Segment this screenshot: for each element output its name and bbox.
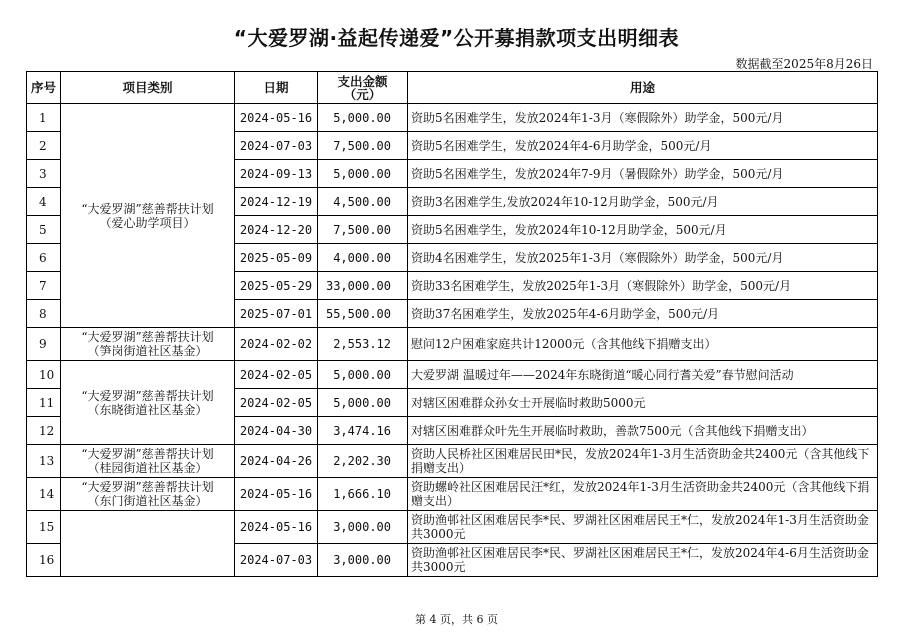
row-seq: 4 <box>27 188 61 216</box>
category-line: “大爱罗湖”慈善帮扶计划 <box>81 330 214 344</box>
row-purpose: 资助5名困难学生，发放2024年7-9月（暑假除外）助学金，500元/月 <box>408 160 878 188</box>
row-purpose: 资助4名困难学生，发放2025年1-3月（寒假除外）助学金，500元/月 <box>408 244 878 272</box>
page-footer: 第 4 页，共 6 页 <box>415 613 498 626</box>
row-purpose: 资助螺岭社区困难居民汪*红，发放2024年1-3月生活资助金共2400元（含其他线下捐赠支出） <box>408 478 878 511</box>
row-seq: 12 <box>27 417 61 445</box>
row-seq: 14 <box>27 478 61 511</box>
category-line: （东门街道社区基金） <box>87 494 208 508</box>
category-line: （爱心助学项目） <box>99 215 196 230</box>
row-date: 2024-07-03 <box>235 132 318 160</box>
row-seq: 16 <box>27 544 61 577</box>
row-purpose: 慰问12户困难家庭共计12000元（含其他线下捐赠支出） <box>408 328 878 361</box>
row-purpose: 大爱罗湖 温暖过年——2024年东晓街道“暖心同行耆关爱”春节慰问活动 <box>408 361 878 389</box>
table-row <box>27 104 878 132</box>
row-amount: 5,000.00 <box>318 160 408 188</box>
category-line: （桂园街道社区基金） <box>87 461 208 475</box>
category-line: “大爱罗湖”慈善帮扶计划 <box>81 447 214 461</box>
row-amount: 4,500.00 <box>318 188 408 216</box>
category-cell <box>61 511 235 577</box>
row-purpose: 资助渔邨社区困难居民李*民、罗湖社区困难居民王*仁，发放2024年1-3月生活资助金共3000元 <box>408 511 878 544</box>
row-seq: 11 <box>27 389 61 417</box>
row-date: 2024-05-16 <box>235 511 318 544</box>
row-purpose: 资助5名困难学生，发放2024年10-12月助学金，500元/月 <box>408 216 878 244</box>
expense-table <box>26 71 878 577</box>
row-amount: 33,000.00 <box>318 272 408 300</box>
header-amount: 支出金额 （元） <box>318 72 408 104</box>
row-amount: 3,000.00 <box>318 544 408 577</box>
row-date: 2024-05-16 <box>235 478 318 511</box>
row-date: 2025-05-09 <box>235 244 318 272</box>
row-amount: 3,000.00 <box>318 511 408 544</box>
row-amount: 7,500.00 <box>318 216 408 244</box>
row-seq: 7 <box>27 272 61 300</box>
table-row <box>27 511 878 544</box>
row-date: 2024-02-05 <box>235 389 318 417</box>
category-line: （东晓街道社区基金） <box>87 402 208 417</box>
row-purpose: 资助33名困难学生，发放2025年1-3月（寒假除外）助学金，500元/月 <box>408 272 878 300</box>
document-title: “大爱罗湖·益起传递爱”公开募捐款项支出明细表 <box>233 26 680 50</box>
data-as-of-date: 数据截至2025年8月26日 <box>735 57 873 71</box>
row-date: 2024-12-19 <box>235 188 318 216</box>
category-line: “大爱罗湖”慈善帮扶计划 <box>81 480 214 494</box>
header-purpose: 用途 <box>408 72 878 104</box>
row-amount: 4,000.00 <box>318 244 408 272</box>
category-cell <box>61 478 235 511</box>
row-purpose: 资助5名困难学生，发放2024年4-6月助学金，500元/月 <box>408 132 878 160</box>
row-amount: 2,202.30 <box>318 445 408 478</box>
header-seq: 序号 <box>27 72 61 104</box>
row-seq: 15 <box>27 511 61 544</box>
row-date: 2024-02-02 <box>235 328 318 361</box>
row-amount: 3,474.16 <box>318 417 408 445</box>
row-seq: 8 <box>27 300 61 328</box>
table-row <box>27 328 878 361</box>
row-date: 2024-12-20 <box>235 216 318 244</box>
row-purpose: 对辖区困难群众孙女士开展临时救助5000元 <box>408 389 878 417</box>
table-row <box>27 478 878 511</box>
row-purpose: 资助人民桥社区困难居民田*民，发放2024年1-3月生活资助金共2400元（含其他线下捐赠支出） <box>408 445 878 478</box>
row-purpose: 资助3名困难学生,发放2024年10-12月助学金，500元/月 <box>408 188 878 216</box>
header-category: 项目类别 <box>61 72 235 104</box>
row-amount: 55,500.00 <box>318 300 408 328</box>
category-line: “大爱罗湖”慈善帮扶计划 <box>81 201 214 216</box>
header-date: 日期 <box>235 72 318 104</box>
row-date: 2025-07-01 <box>235 300 318 328</box>
row-date: 2025-05-29 <box>235 272 318 300</box>
row-date: 2024-02-05 <box>235 361 318 389</box>
row-amount: 7,500.00 <box>318 132 408 160</box>
category-cell <box>61 445 235 478</box>
table-row <box>27 361 878 389</box>
category-line: “大爱罗湖”慈善帮扶计划 <box>81 388 214 403</box>
row-date: 2024-04-30 <box>235 417 318 445</box>
row-seq: 5 <box>27 216 61 244</box>
row-purpose: 对辖区困难群众叶先生开展临时救助，善款7500元（含其他线下捐赠支出） <box>408 417 878 445</box>
category-line: （笋岗街道社区基金） <box>87 344 208 358</box>
row-seq: 9 <box>27 328 61 361</box>
row-purpose: 资助渔邨社区困难居民李*民、罗湖社区困难居民王*仁，发放2024年4-6月生活资助金共3000元 <box>408 544 878 577</box>
row-date: 2024-09-13 <box>235 160 318 188</box>
row-purpose: 资助5名困难学生，发放2024年1-3月（寒假除外）助学金，500元/月 <box>408 104 878 132</box>
row-seq: 13 <box>27 445 61 478</box>
row-seq: 10 <box>27 361 61 389</box>
category-cell <box>61 361 235 445</box>
row-amount: 5,000.00 <box>318 104 408 132</box>
row-amount: 1,666.10 <box>318 478 408 511</box>
row-date: 2024-05-16 <box>235 104 318 132</box>
row-seq: 1 <box>27 104 61 132</box>
row-date: 2024-07-03 <box>235 544 318 577</box>
category-cell <box>61 328 235 361</box>
row-amount: 5,000.00 <box>318 389 408 417</box>
table-row <box>27 445 878 478</box>
row-seq: 2 <box>27 132 61 160</box>
row-amount: 5,000.00 <box>318 361 408 389</box>
row-amount: 2,553.12 <box>318 328 408 361</box>
row-seq: 3 <box>27 160 61 188</box>
row-seq: 6 <box>27 244 61 272</box>
row-date: 2024-04-26 <box>235 445 318 478</box>
category-cell <box>61 104 235 328</box>
row-purpose: 资助37名困难学生，发放2025年4-6月助学金，500元/月 <box>408 300 878 328</box>
